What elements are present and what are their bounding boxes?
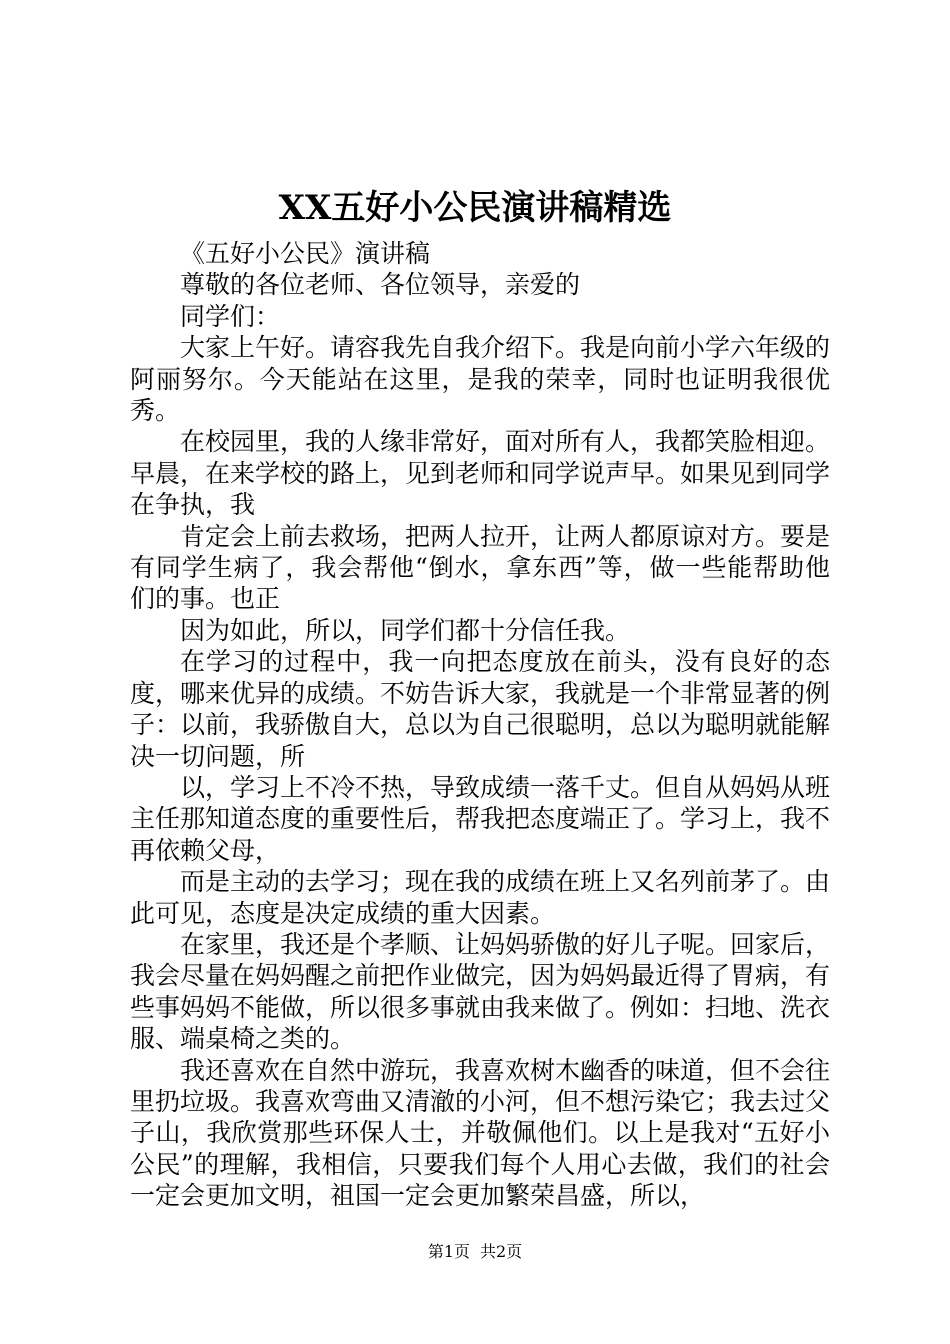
- paragraph: 因为如此，所以，同学们都十分信任我。: [180, 615, 631, 645]
- paragraph: 同学们：: [180, 301, 281, 331]
- paragraph: 《五好小公民》演讲稿: [180, 239, 431, 268]
- page-footer: [0, 1240, 950, 1264]
- paragraph: 而是主动的去学习；现在我的成绩在班上又名列前茅了。由此可见，态度是决定成绩的重大因素。: [130, 867, 831, 928]
- paragraph: 我还喜欢在自然中游玩，我喜欢树木幽香的味道，但不会往里扔垃圾。我喜欢弯曲又清澈的小河，但不想污染它；我去过父子山，我欣赏那些环保人士，并敬佩他们。以上是我对“五好小公民”的理解，我相信，只要我们每个人用心去做，我们的社会一定会更加文明，祖国一定会更加繁荣昌盛，所以，: [130, 1055, 831, 1211]
- paragraph: 在校园里，我的人缘非常好，面对所有人，我都笑脸相迎。早晨，在来学校的路上，见到老师和同学说声早。如果见到同学在争执，我: [130, 427, 831, 520]
- paragraph: 肯定会上前去救场，把两人拉开，让两人都原谅对方。要是有同学生病了，我会帮他“倒水，拿东西”等，做一些能帮助他们的事。也正: [130, 521, 831, 614]
- document-title: XX五好小公民演讲稿精选: [278, 188, 672, 228]
- paragraph: 以，学习上不冷不热，导致成绩一落千丈。但自从妈妈从班主任那知道态度的重要性后，帮我把态度端正了。学习上，我不再依赖父母，: [130, 772, 831, 865]
- paragraph: 大家上午好。请容我先自我介绍下。我是向前小学六年级的阿丽努尔。今天能站在这里，是我的荣幸，同时也证明我很优秀。: [130, 333, 831, 426]
- paragraph: 在学习的过程中，我一向把态度放在前头，没有良好的态度，哪来优异的成绩。不妨告诉大家，我就是一个非常显著的例子：以前，我骄傲自大，总以为自己很聪明，总以为聪明就能解决一切问题，所: [130, 647, 831, 771]
- page-number: 第1页: [427, 1242, 470, 1261]
- paragraph: 尊敬的各位老师、各位领导，亲爱的: [180, 270, 581, 300]
- page-total: 共2页: [480, 1242, 523, 1261]
- paragraph: 在家里，我还是个孝顺、让妈妈骄傲的好儿子呢。回家后，我会尽量在妈妈醒之前把作业做完，因为妈妈最近得了胃病，有些事妈妈不能做，所以很多事就由我来做了。例如：扫地、洗衣服、端桌椅之类的。: [130, 929, 831, 1054]
- document-body: [130, 238, 830, 1212]
